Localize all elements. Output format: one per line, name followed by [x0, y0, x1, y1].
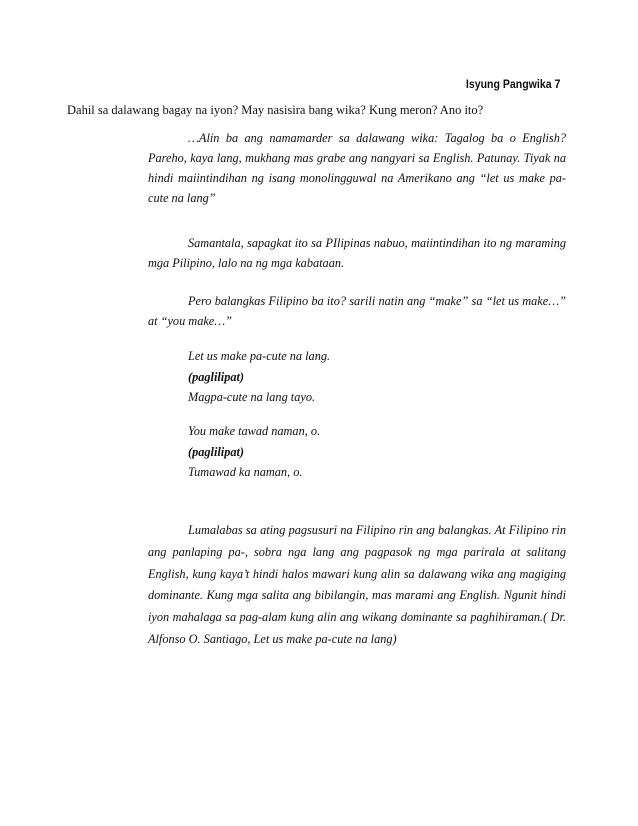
example-original: Let us make pa-cute na lang. — [188, 349, 331, 363]
paragraph-text: …Alin ba ang namamarder sa dalawang wika: Tagalog ba o English? Pareho, kaya lang, mukhang mas grabe ang nangyari sa English. Patunay. Tiyak na hindi maiintindihan ng isang monolingguwal na Amerikano ang “let us make pa-cute na lang” — [148, 131, 566, 205]
paragraph-text: Samantala, sapagkat ito sa PIlipinas nabuo, maiintindihan ito ng maraming mga Pilipino, lalo na ng mga kabataan. — [148, 236, 566, 270]
example-translation: Magpa-cute na lang tayo. — [188, 390, 316, 404]
quote-paragraph-4 — [148, 520, 566, 651]
paragraph-text: Pero balangkas Filipino ba ito? sarili natin ang “make” sa “let us make…” at “you make…” — [148, 294, 566, 328]
page-header-title: Isyung Pangwika 7 — [465, 77, 560, 91]
quote-paragraph-2 — [148, 233, 566, 273]
example-block-2 — [188, 421, 320, 483]
example-block-1 — [188, 346, 330, 408]
example-original: You make tawad naman, o. — [188, 424, 321, 438]
question-text: Dahil sa dalawang bagay na iyon? May nasisira bang wika? Kung meron? Ano ito? — [67, 103, 484, 117]
example-translation: Tumawad ka naman, o. — [188, 465, 303, 479]
example-label: (paglilipat) — [188, 369, 245, 384]
example-label: (paglilipat) — [188, 444, 245, 459]
quote-paragraph-1 — [148, 128, 566, 208]
quote-paragraph-3 — [148, 291, 566, 331]
paragraph-text: Lumalabas sa ating pagsusuri na Filipino rin ang balangkas. At Filipino rin ang panlaping pa-, sobra nga lang ang pagpasok ng mga parirala at salitang English, kung kaya’t hindi halos mawari kung alin sa dalawang wika ang magiging dominante. Kung mga salita ang bibilangin, mas marami ang English. Ngunit hindi iyon mahalaga sa pag-alam kung alin ang wikang dominante sa paghihiraman.( Dr. Alfonso O. Santiago, Let us make pa-cute na lang) — [148, 523, 566, 646]
